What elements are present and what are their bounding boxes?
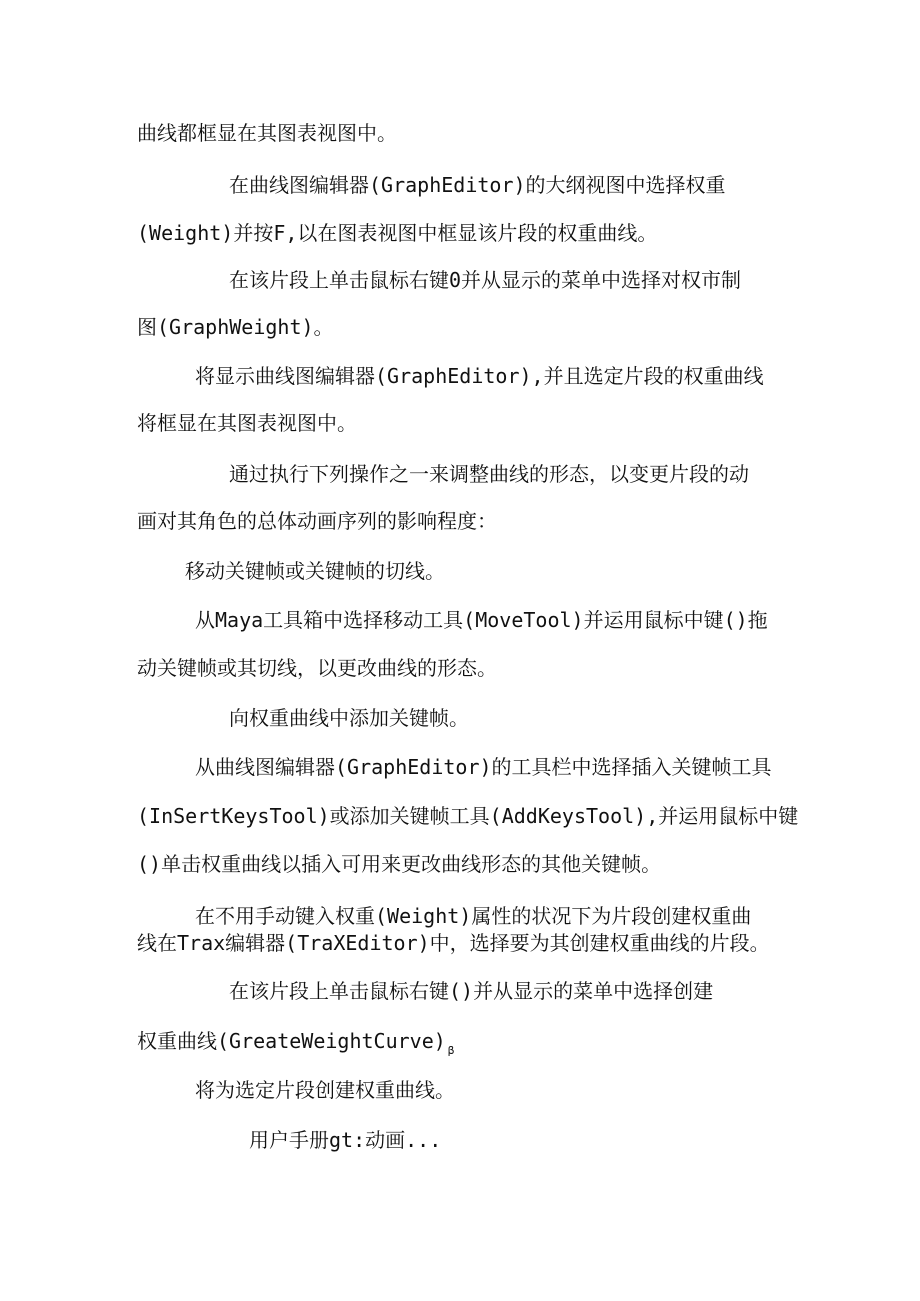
text-line: 在曲线图编辑器(GraphEditor)的大纲视图中选择权重 bbox=[229, 173, 726, 197]
text-line: 线在Trax编辑器(TraXEditor)中，选择要为其创建权重曲线的片段。 bbox=[137, 931, 770, 955]
text-line: 在不用手动键入权重(Weight)属性的状况下为片段创建权重曲 bbox=[195, 904, 752, 928]
text-line: 从曲线图编辑器(GraphEditor)的工具栏中选择插入关键帧工具 bbox=[195, 755, 772, 779]
text-line: ()单击权重曲线以插入可用来更改曲线形态的其他关键帧。 bbox=[137, 852, 662, 876]
text-line-suffix: β bbox=[447, 1044, 455, 1057]
text-line: 将框显在其图表视图中。 bbox=[137, 411, 357, 435]
text-line: 在该片段上单击鼠标右键()并从显示的菜单中选择创建 bbox=[229, 979, 714, 1003]
text-line: 曲线都框显在其图表视图中。 bbox=[137, 121, 397, 145]
text-line: 在该片段上单击鼠标右键0并从显示的菜单中选择对权市制 bbox=[229, 268, 742, 292]
text-line: 动关键帧或其切线，以更改曲线的形态。 bbox=[137, 656, 497, 680]
text-line: 从Maya工具箱中选择移动工具(MoveTool)并运用鼠标中键()拖 bbox=[195, 608, 768, 632]
text-line: (Weight)并按F,以在图表视图中框显该片段的权重曲线。 bbox=[137, 221, 658, 245]
text-line: 将显示曲线图编辑器(GraphEditor),并且选定片段的权重曲线 bbox=[195, 364, 764, 388]
text-line: 画对其角色的总体动画序列的影响程度： bbox=[137, 509, 497, 533]
text-line-main: 权重曲线(GreateWeightCurve) bbox=[137, 1029, 446, 1053]
footer-text: 用户手册gt:动画... bbox=[249, 1128, 442, 1152]
text-line: 移动关键帧或关键帧的切线。 bbox=[185, 559, 445, 583]
text-line: (InSertKeysTool)或添加关键帧工具(AddKeysTool),并运用鼠标中键 bbox=[137, 804, 799, 828]
text-line: 向权重曲线中添加关键帧。 bbox=[229, 706, 469, 730]
text-line: 将为选定片段创建权重曲线。 bbox=[195, 1078, 455, 1102]
text-line bbox=[137, 1028, 454, 1064]
text-line: 图(GraphWeight)。 bbox=[137, 315, 334, 339]
text-line: 通过执行下列操作之一来调整曲线的形态，以变更片段的动 bbox=[229, 462, 749, 486]
